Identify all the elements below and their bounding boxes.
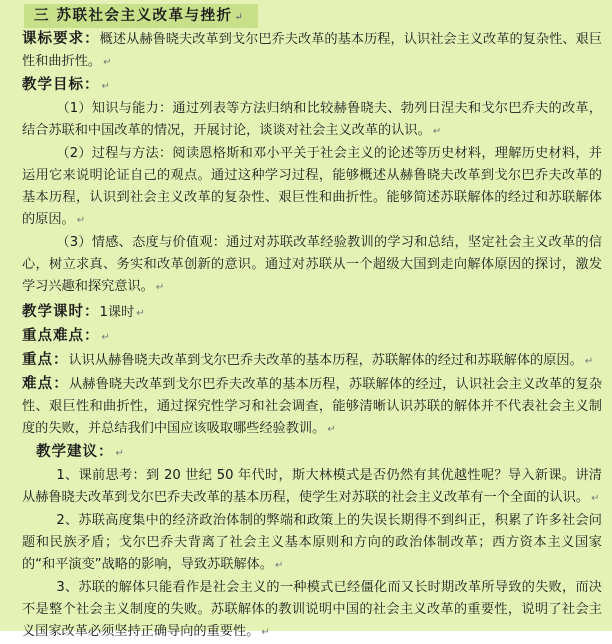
paragraph-mark-icon: ↵ <box>101 81 110 92</box>
difficulty-label: 难点： <box>22 375 69 392</box>
suggestions-heading <box>36 441 602 465</box>
key-points-heading <box>22 325 602 349</box>
key-points-label: 重点难点： <box>22 327 100 344</box>
section-title-text: 三 苏联社会主义改革与挫折 <box>34 7 233 24</box>
difficulty-text: 从赫鲁晓夫改革到戈尔巴乔夫改革的基本历程，苏联解体的经过，认识社会主义改革的复杂性、艰巨性和曲折性，通过探究性学习和社会调查，能够清晰认识苏联的解体并不代表社会主义制度的失败，并总结我们中国应该吸取哪些经验教训。 <box>22 377 603 436</box>
paragraph-mark-icon: ↵ <box>76 215 86 226</box>
curriculum-paragraph <box>22 28 602 74</box>
paragraph-mark-icon: ↵ <box>432 126 442 137</box>
paragraph-mark-icon: ↵ <box>155 282 165 293</box>
suggestion-text: 3、苏联的解体只能看作是社会主义的一种模式已经僵化而又长时期改革所导致的失败，而决不是整个社会主义制度的失败。苏联解体的教训说明中国的社会主义改革的重要性，说明了社会主义国家改革必须坚持正确导向的重要性。 <box>22 580 602 639</box>
objective-item <box>22 232 602 299</box>
hours-label: 教学课时： <box>22 303 100 320</box>
difficulty-paragraph <box>22 373 602 441</box>
objectives-heading <box>22 74 602 98</box>
hours-text: 1课时 <box>99 305 135 320</box>
objectives-label: 教学目标： <box>22 76 100 93</box>
focus-text: 认识从赫鲁晓夫改革到戈尔巴乔夫改革的基本历程，苏联解体的经过和苏联解体的原因。 <box>68 353 583 368</box>
suggestion-item <box>22 465 602 510</box>
paragraph-mark-icon: ↵ <box>275 560 284 571</box>
suggestions-label: 教学建议： <box>36 443 114 460</box>
paragraph-mark-icon: ↵ <box>584 356 594 367</box>
paragraph-mark-icon: ↵ <box>261 627 270 638</box>
objective-text: （2）过程与方法：阅读恩格斯和邓小平关于社会主义的论述等历史材料，理解历史材料，并运用它来说明论证自己的观点。通过这种学习过程，能够概述从赫鲁晓夫改革到戈尔巴乔夫改革的基本历程，认识到社会主义改革的复杂性、艰巨性和曲折性。能够简述苏联解体的经过和苏联解体的原因。 <box>22 146 602 227</box>
focus-label: 重点： <box>22 351 69 368</box>
curriculum-label: 课标要求： <box>22 30 100 47</box>
paragraph-mark-icon: ↵ <box>327 424 336 435</box>
focus-paragraph <box>22 349 602 373</box>
section-title <box>24 4 258 28</box>
objective-item <box>22 98 602 143</box>
paragraph-mark-icon: ↵ <box>101 332 110 343</box>
paragraph-mark-icon: ↵ <box>103 57 112 68</box>
objective-item <box>22 143 602 232</box>
hours-paragraph <box>22 301 602 325</box>
suggestion-item <box>22 510 602 577</box>
paragraph-mark-icon: ↵ <box>115 448 124 459</box>
curriculum-text: 概述从赫鲁晓夫改革到戈尔巴乔夫改革的基本历程，认识社会主义改革的复杂性、艰巨性和曲折性。 <box>22 32 603 69</box>
paragraph-mark-icon: ↵ <box>234 12 245 23</box>
paragraph-mark-icon: ↵ <box>591 493 600 504</box>
suggestion-text: 1、课前思考：到 20 世纪 50 年代时，斯大林模式是否仍然有其优越性呢？导入新课。讲清从赫鲁晓夫改革到戈尔巴乔夫改革的基本历程，使学生对苏联的社会主义改革有一个全面的认识。 <box>22 468 602 505</box>
objective-text: （3）情感、态度与价值观：通过对苏联改革经验教训的学习和总结，坚定社会主义改革的信心，树立求真、务实和改革创新的意识。通过对苏联从一个超级大国到走向解体原因的探讨，激发学习兴趣和探究意识。 <box>22 235 602 294</box>
suggestion-text: 2、苏联高度集中的经济政治体制的弊端和政策上的失误长期得不到纠正，积累了许多社会问题和民族矛盾；戈尔巴乔夫背离了社会主义基本原则和方向的政治体制改革；西方资本主义国家的“和平演变”战略的影响，导致苏联解体。 <box>22 513 602 572</box>
paragraph-mark-icon: ↵ <box>136 308 145 319</box>
suggestion-item <box>22 577 602 644</box>
objective-text: （1）知识与能力：通过列表等方法归纳和比较赫鲁晓夫、勃列日涅夫和戈尔巴乔夫的改革，结合苏联和中国改革的情况，开展讨论，谈谈对社会主义改革的认识。 <box>22 101 602 138</box>
